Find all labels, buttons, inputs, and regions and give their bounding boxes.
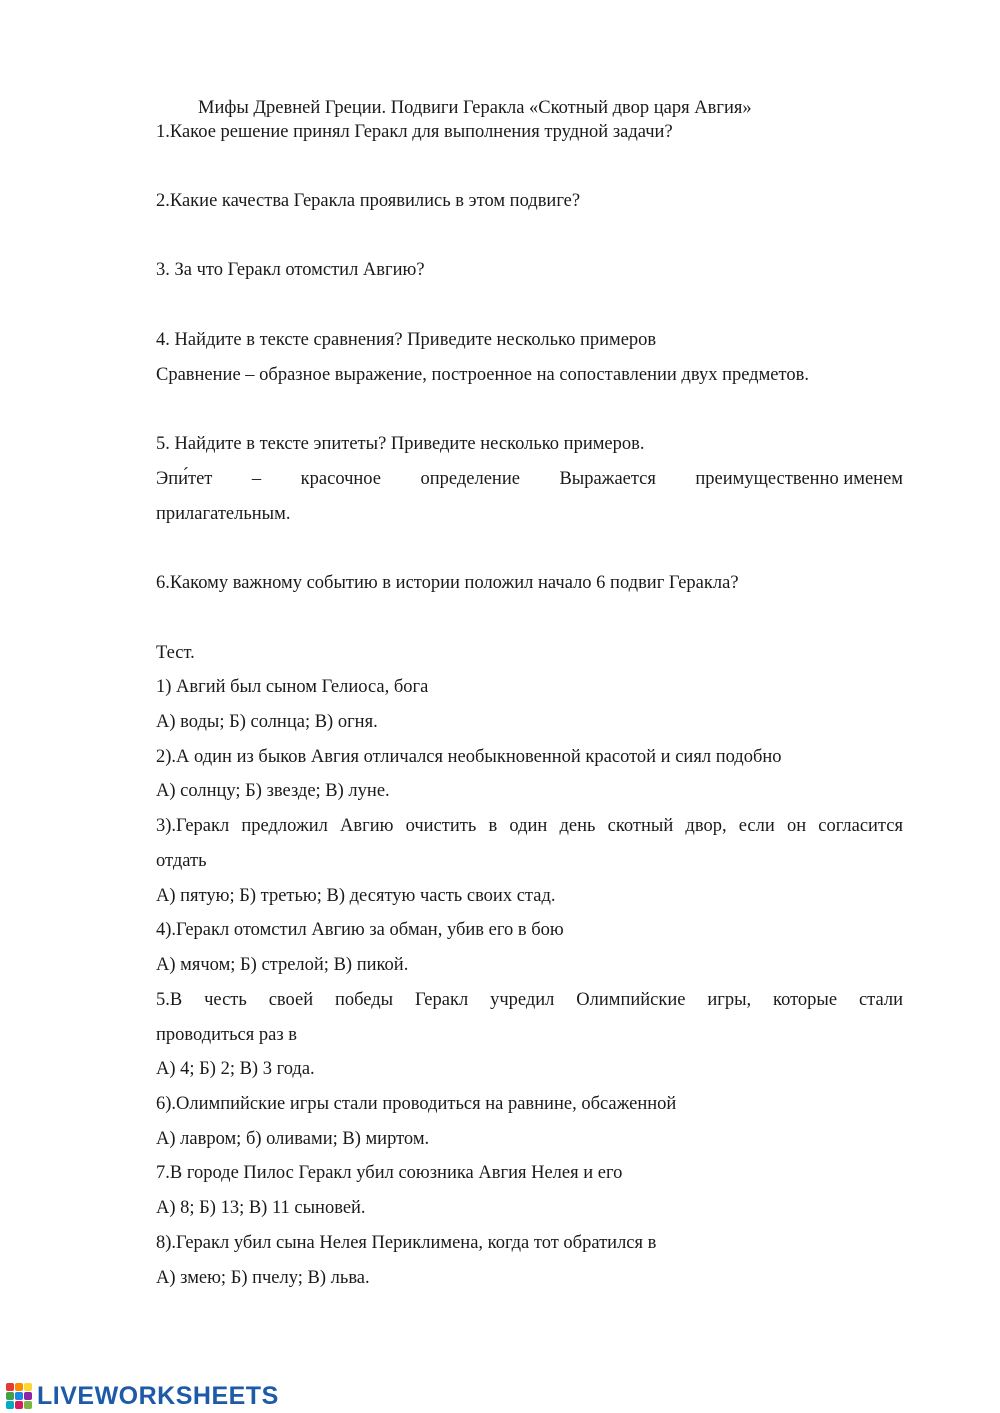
q3-word: он — [786, 816, 807, 836]
q3-word: очистить — [405, 816, 477, 836]
test-answers-7: А) 8; Б) 13; В) 11 сыновей. — [156, 1198, 366, 1218]
q5-word: стали — [858, 990, 903, 1010]
q5-word: 5.В — [156, 990, 183, 1010]
page-title: Мифы Древней Греции. Подвиги Геракла «Скотный двор царя Авгия» — [198, 98, 752, 118]
logo-square — [24, 1401, 32, 1409]
q5-word: игры, — [707, 990, 752, 1010]
test-answers-2: А) солнцу; Б) звезде; В) луне. — [156, 781, 390, 801]
q5-word: Олимпийские — [576, 990, 686, 1010]
test-question-7: 7.В городе Пилос Геракл убил союзника Авгия Нелея и его — [156, 1163, 623, 1183]
epithet-definition — [156, 467, 903, 491]
q3-word: скотный — [607, 816, 674, 836]
q3-word: 3).Геракл — [156, 816, 230, 836]
q3-word: если — [738, 816, 775, 836]
test-question-4: 4).Геракл отомстил Авгию за обман, убив его в бою — [156, 920, 564, 940]
liveworksheets-grid-icon — [6, 1383, 34, 1409]
test-question-5-cont: проводиться раз в — [156, 1025, 298, 1045]
comparison-definition: Сравнение – образное выражение, построенное на сопоставлении двух предметов. — [156, 365, 809, 385]
test-answers-3: А) пятую; Б) третью; В) десятую часть своих стад. — [156, 886, 556, 906]
test-answers-8: А) змею; Б) пчелу; В) льва. — [156, 1268, 370, 1288]
q3-word: день — [559, 816, 596, 836]
q5-word: которые — [773, 990, 838, 1010]
logo-square — [15, 1383, 23, 1391]
test-question-3 — [156, 814, 903, 838]
question-1: 1.Какое решение принял Геракл для выполнения трудной задачи? — [156, 122, 673, 142]
liveworksheets-logo[interactable] — [6, 1380, 279, 1412]
logo-square — [15, 1392, 23, 1400]
epithet-word: Эпи́тет — [156, 469, 213, 489]
test-question-8: 8).Геракл убил сына Нелея Периклимена, когда тот обратился в — [156, 1233, 657, 1253]
q5-word: честь — [204, 990, 247, 1010]
logo-square — [24, 1392, 32, 1400]
question-4: 4. Найдите в тексте сравнения? Приведите несколько примеров — [156, 330, 657, 350]
logo-square — [24, 1383, 32, 1391]
logo-square — [15, 1401, 23, 1409]
brand-name: LIVEWORKSHEETS — [37, 1381, 279, 1410]
q3-word: двор, — [685, 816, 727, 836]
q5-word: Геракл — [415, 990, 469, 1010]
q3-word: предложил — [241, 816, 328, 836]
epithet-word: Выражается — [559, 469, 656, 489]
epithet-word: преимущественно именем — [695, 469, 903, 489]
epithet-word: красочное — [300, 469, 381, 489]
test-question-3-cont: отдать — [156, 851, 207, 871]
test-question-1: 1) Авгий был сыном Гелиоса, бога — [156, 677, 429, 697]
test-answers-4: А) мячом; Б) стрелой; В) пикой. — [156, 955, 409, 975]
q3-word: один — [509, 816, 548, 836]
test-question-6: 6).Олимпийские игры стали проводиться на равнине, обсаженной — [156, 1094, 677, 1114]
q5-word: своей — [268, 990, 314, 1010]
test-question-5 — [156, 988, 903, 1012]
test-heading: Тест. — [156, 643, 195, 663]
logo-square — [6, 1392, 14, 1400]
test-question-2: 2).А один из быков Авгия отличался необыкновенной красотой и сиял подобно — [156, 747, 782, 767]
test-answers-6: А) лавром; б) оливами; В) миртом. — [156, 1129, 430, 1149]
q5-word: победы — [334, 990, 394, 1010]
test-answers-5: А) 4; Б) 2; В) 3 года. — [156, 1059, 315, 1079]
logo-square — [6, 1383, 14, 1391]
q3-word: Авгию — [340, 816, 394, 836]
question-3: 3. За что Геракл отомстил Авгию? — [156, 260, 425, 280]
logo-square — [6, 1401, 14, 1409]
epithet-word: определение — [420, 469, 520, 489]
question-6: 6.Какому важному событию в истории положил начало 6 подвиг Геракла? — [156, 573, 739, 593]
question-2: 2.Какие качества Геракла проявились в этом подвиге? — [156, 191, 581, 211]
q5-word: учредил — [490, 990, 555, 1010]
question-5: 5. Найдите в тексте эпитеты? Приведите несколько примеров. — [156, 434, 645, 454]
q3-word: согласится — [818, 816, 903, 836]
epithet-definition-cont: прилагательным. — [156, 504, 291, 524]
epithet-word: – — [251, 469, 262, 489]
test-answers-1: А) воды; Б) солнца; В) огня. — [156, 712, 378, 732]
q3-word: в — [488, 816, 498, 836]
